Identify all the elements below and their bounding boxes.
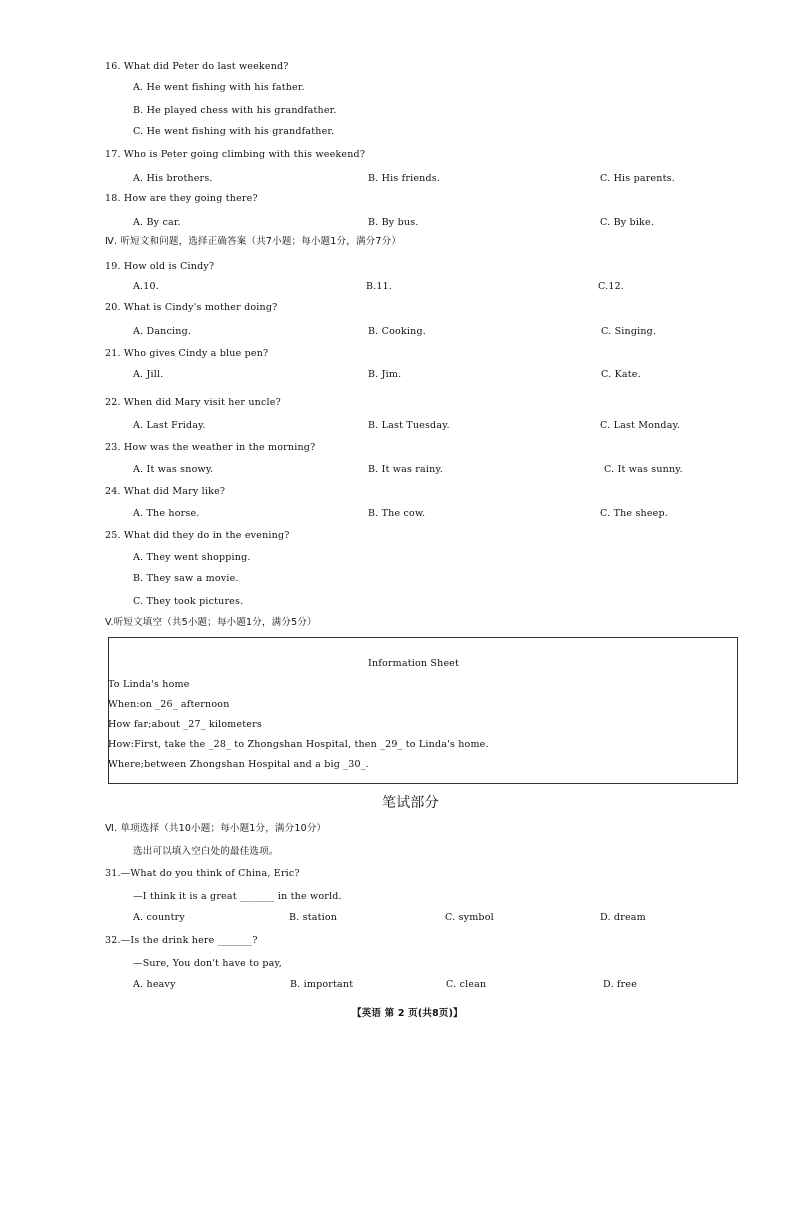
question-31-line-2: —I think it is a great _______ in the world. bbox=[133, 891, 342, 902]
question-25-option-a[interactable]: A. They went shopping. bbox=[133, 552, 251, 563]
question-25-option-c[interactable]: C. They took pictures. bbox=[133, 596, 244, 607]
question-31-option-b[interactable]: B. station bbox=[289, 912, 338, 923]
question-31-option-c[interactable]: C. symbol bbox=[445, 912, 494, 923]
section-4-heading: Ⅳ. 听短文和问题，选择正确答案（共7小题；每小题1分，满分7分） bbox=[105, 236, 402, 247]
information-sheet-line-2: When:on _26_ afternoon bbox=[108, 699, 230, 710]
question-31-option-d[interactable]: D. dream bbox=[600, 912, 646, 923]
question-21-stem: 21. Who gives Cindy a blue pen? bbox=[105, 348, 269, 359]
question-22-option-a[interactable]: A. Last Friday. bbox=[133, 420, 206, 431]
question-21-option-c[interactable]: C. Kate. bbox=[601, 369, 641, 380]
question-18-option-c[interactable]: C. By bike. bbox=[600, 217, 655, 228]
question-23-option-c[interactable]: C. It was sunny. bbox=[604, 464, 683, 475]
section-6-instructions: 选出可以填入空白处的最佳选项。 bbox=[133, 846, 279, 857]
question-31-line-1: 31.—What do you think of China, Eric? bbox=[105, 868, 300, 879]
question-24-option-c[interactable]: C. The sheep. bbox=[600, 508, 669, 519]
question-19-option-a[interactable]: A.10. bbox=[133, 281, 159, 292]
question-18-option-b[interactable]: B. By bus. bbox=[368, 217, 419, 228]
question-19-option-b[interactable]: B.11. bbox=[366, 281, 393, 292]
question-20-option-c[interactable]: C. Singing. bbox=[601, 326, 657, 337]
question-21-option-b[interactable]: B. Jim. bbox=[368, 369, 402, 380]
question-20-option-a[interactable]: A. Dancing. bbox=[133, 326, 192, 337]
section-6-heading: Ⅵ. 单项选择（共10小题；每小题1分，满分10分） bbox=[105, 823, 327, 834]
question-32-option-c[interactable]: C. clean bbox=[446, 979, 487, 990]
question-24-option-b[interactable]: B. The cow. bbox=[368, 508, 426, 519]
question-19-option-c[interactable]: C.12. bbox=[598, 281, 625, 292]
question-16-option-b[interactable]: B. He played chess with his grandfather. bbox=[133, 105, 337, 116]
question-22-option-c[interactable]: C. Last Monday. bbox=[600, 420, 681, 431]
written-section-heading: 笔试部分 bbox=[382, 795, 439, 811]
question-25-option-b[interactable]: B. They saw a movie. bbox=[133, 573, 239, 584]
question-19-stem: 19. How old is Cindy? bbox=[105, 261, 215, 272]
question-16-option-a[interactable]: A. He went fishing with his father. bbox=[133, 82, 305, 93]
question-23-option-a[interactable]: A. It was snowy. bbox=[133, 464, 214, 475]
question-20-option-b[interactable]: B. Cooking. bbox=[368, 326, 426, 337]
information-sheet-line-3: How far;about _27_ kilometers bbox=[108, 719, 262, 730]
page-footer: 【英语 第 2 页(共8页)】 bbox=[352, 1008, 463, 1019]
question-17-option-a[interactable]: A. His brothers. bbox=[133, 173, 213, 184]
question-32-option-b[interactable]: B. important bbox=[290, 979, 354, 990]
question-32-line-1: 32.—Is the drink here _______? bbox=[105, 935, 258, 946]
question-17-option-b[interactable]: B. His friends. bbox=[368, 173, 441, 184]
information-sheet-line-5: Where;between Zhongshan Hospital and a big _30_. bbox=[108, 759, 369, 770]
question-23-stem: 23. How was the weather in the morning? bbox=[105, 442, 316, 453]
information-sheet-line-4: How:First, take the _28_ to Zhongshan Hospital, then _29_ to Linda's home. bbox=[108, 739, 489, 750]
information-sheet-title: Information Sheet bbox=[368, 658, 460, 669]
question-31-option-a[interactable]: A. country bbox=[133, 912, 185, 923]
section-5-heading: V.听短文填空（共5小题；每小题1分，满分5分） bbox=[105, 617, 317, 628]
question-32-option-a[interactable]: A. heavy bbox=[133, 979, 176, 990]
question-32-line-2: —Sure, You don't have to pay, bbox=[133, 958, 283, 969]
question-18-option-a[interactable]: A. By car. bbox=[133, 217, 181, 228]
question-17-stem: 17. Who is Peter going climbing with this weekend? bbox=[105, 149, 366, 160]
question-20-stem: 20. What is Cindy's mother doing? bbox=[105, 302, 278, 313]
question-18-stem: 18. How are they going there? bbox=[105, 193, 258, 204]
question-24-option-a[interactable]: A. The horse. bbox=[133, 508, 200, 519]
question-22-stem: 22. When did Mary visit her uncle? bbox=[105, 397, 281, 408]
question-17-option-c[interactable]: C. His parents. bbox=[600, 173, 675, 184]
question-24-stem: 24. What did Mary like? bbox=[105, 486, 226, 497]
question-32-option-d[interactable]: D. free bbox=[603, 979, 638, 990]
question-22-option-b[interactable]: B. Last Tuesday. bbox=[368, 420, 450, 431]
question-21-option-a[interactable]: A. Jill. bbox=[133, 369, 164, 380]
question-16-stem: 16. What did Peter do last weekend? bbox=[105, 61, 289, 72]
information-sheet-line-1: To Linda's home bbox=[108, 679, 190, 690]
question-25-stem: 25. What did they do in the evening? bbox=[105, 530, 290, 541]
question-23-option-b[interactable]: B. It was rainy. bbox=[368, 464, 443, 475]
question-16-option-c[interactable]: C. He went fishing with his grandfather. bbox=[133, 126, 335, 137]
